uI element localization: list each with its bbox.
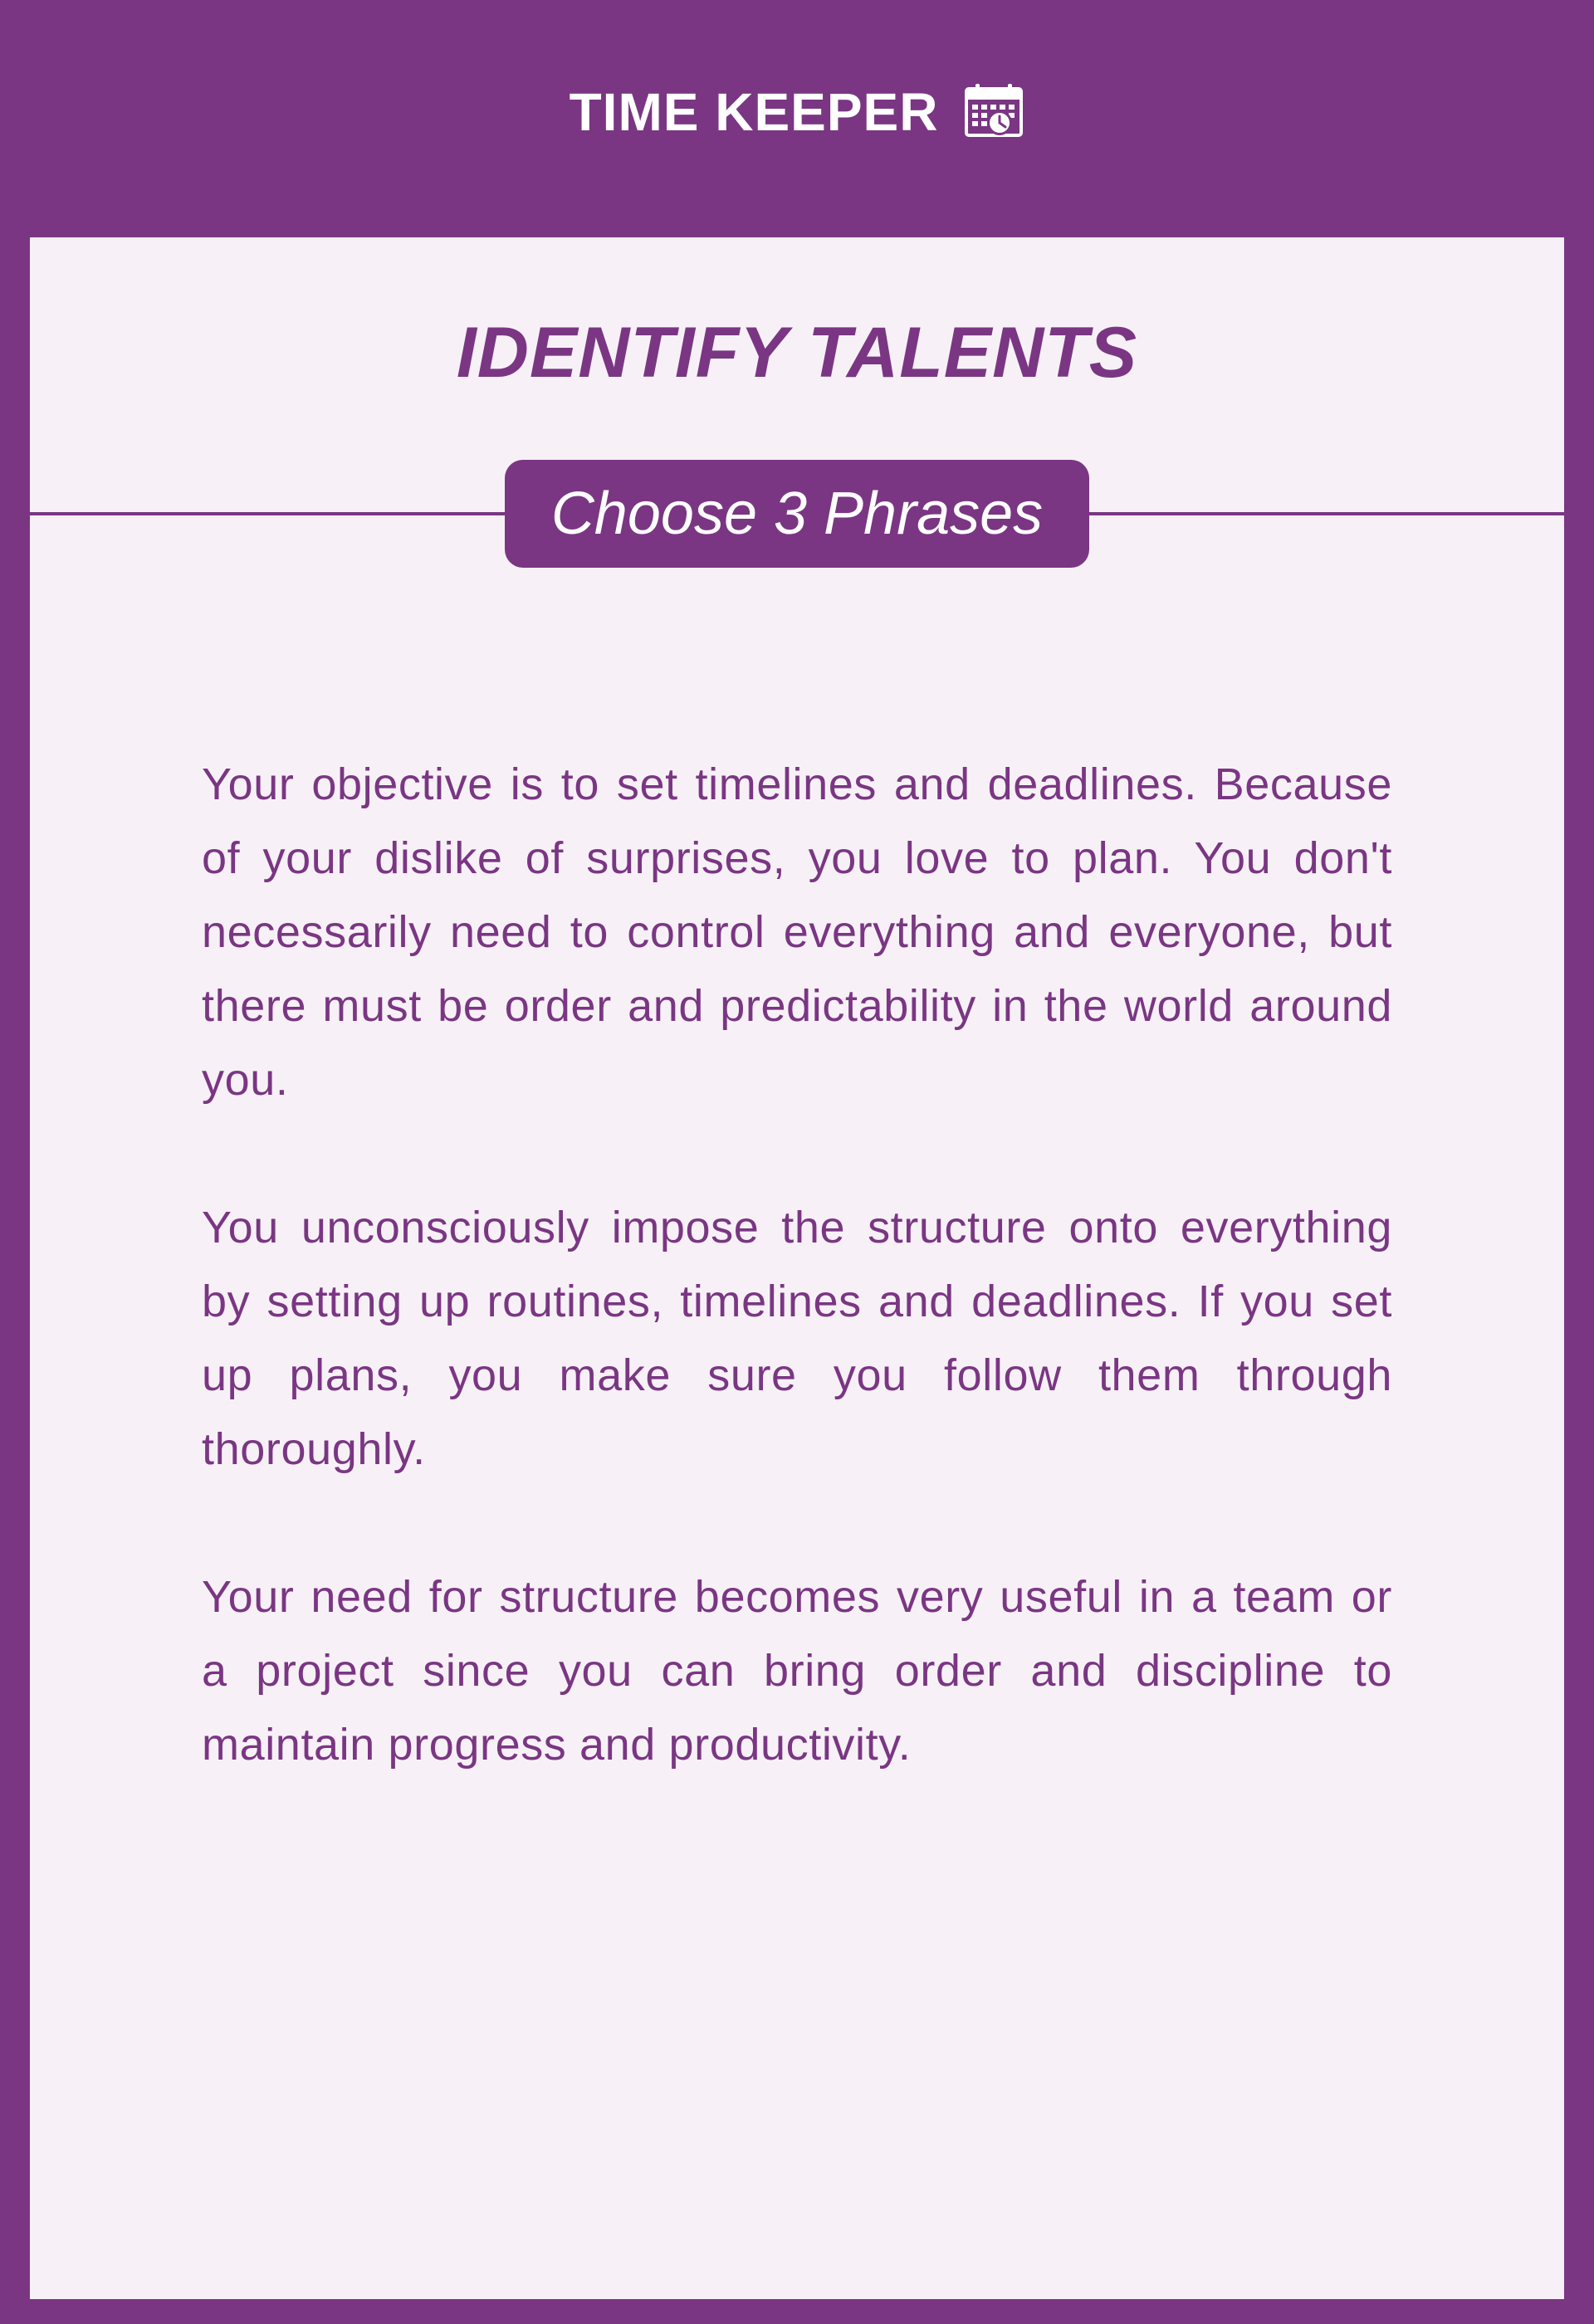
choose-phrases-pill: Choose 3 Phrases xyxy=(505,460,1089,568)
paragraph-structure: You unconsciously impose the structure onto everything by setting up routines, timelines and deadlines. If you set up plans, you make sure you follow them through thoroughly. xyxy=(202,1203,1392,1474)
header-brand xyxy=(570,81,1025,143)
paragraph-team-value: Your need for structure becomes very useful in a team or a project since you can bring order and discipline to maintain progress and productivity. xyxy=(202,1572,1392,1770)
content-card xyxy=(30,237,1564,2299)
description-text xyxy=(202,748,1392,1782)
app-title: TIME KEEPER xyxy=(569,82,939,142)
section-title: IDENTIFY TALENTS xyxy=(456,313,1138,393)
app-header xyxy=(0,0,1594,237)
calendar-clock-icon xyxy=(963,83,1024,141)
paragraph-objective: Your objective is to set timelines and deadlines. Because of your dislike of surprises, you love to plan. You don't necessarily need to control everything and everyone, but there must be order and predictability in the world around you. xyxy=(202,759,1392,1105)
